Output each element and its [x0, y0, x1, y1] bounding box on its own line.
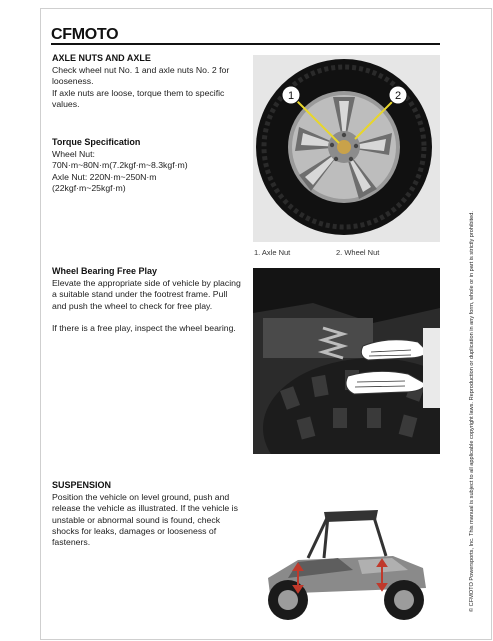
caption-axle-nut: 1. Axle Nut [254, 248, 291, 257]
torque-line-4: (22kgf·m~25kgf·m) [52, 182, 126, 193]
bearing-paragraph-2: If there is a free play, inspect the wheel bearing. [52, 322, 236, 333]
header-rule [51, 43, 440, 45]
brand-logo: CFMOTO [51, 26, 119, 43]
bearing-paragraph-1: Elevate the appropriate side of vehicle by placing a suitable stand under the footrest frame. Pull and push the wheel to check for free play. [52, 278, 241, 311]
bearing-section [52, 266, 244, 334]
photo-edge [423, 328, 440, 408]
wheel-illustration [253, 55, 440, 242]
suspension-heading: SUSPENSION [52, 480, 112, 490]
bearing-heading: Wheel Bearing Free Play [52, 266, 158, 276]
torque-line-1: Wheel Nut: [52, 149, 95, 160]
torque-heading: Torque Specification [52, 137, 141, 147]
copyright-sidebar: © CFMOTO Powersports, Inc. This manual is subject to all applicable copyright laws. Reproduction or duplication in any form, whole or in part is strictly prohibited. [469, 211, 475, 612]
utv-vehicle-illustration [258, 508, 438, 626]
axle-heading: AXLE NUTS AND AXLE [52, 53, 151, 63]
vehicle-roof [324, 510, 378, 522]
axle-paragraph-1: Check wheel nut No. 1 and axle nuts No. 2 for looseness. [52, 65, 230, 87]
callout-number-1: 1 [287, 90, 295, 102]
suspension-paragraph: Position the vehicle on level ground, push and release the vehicle as illustrated. If the vehicle is unstable or abnormal sound is found, check shocks for leaks, damages or looseness of fasteners. [52, 492, 238, 548]
suspension-section [52, 480, 244, 548]
torque-line-3: Axle Nut: 220N·m~250N·m [52, 171, 157, 182]
axle-section [52, 53, 244, 110]
axle-paragraph-2: If axle nuts are loose, torque them to specific values. [52, 87, 225, 109]
torque-section [52, 137, 244, 194]
wheel-bearing-photo [253, 268, 440, 454]
caption-wheel-nut: 2. Wheel Nut [336, 248, 380, 257]
torque-line-2: 70N·m~80N·m(7.2kgf·m~8.3kgf·m) [52, 160, 188, 171]
callout-number-2: 2 [394, 90, 402, 102]
